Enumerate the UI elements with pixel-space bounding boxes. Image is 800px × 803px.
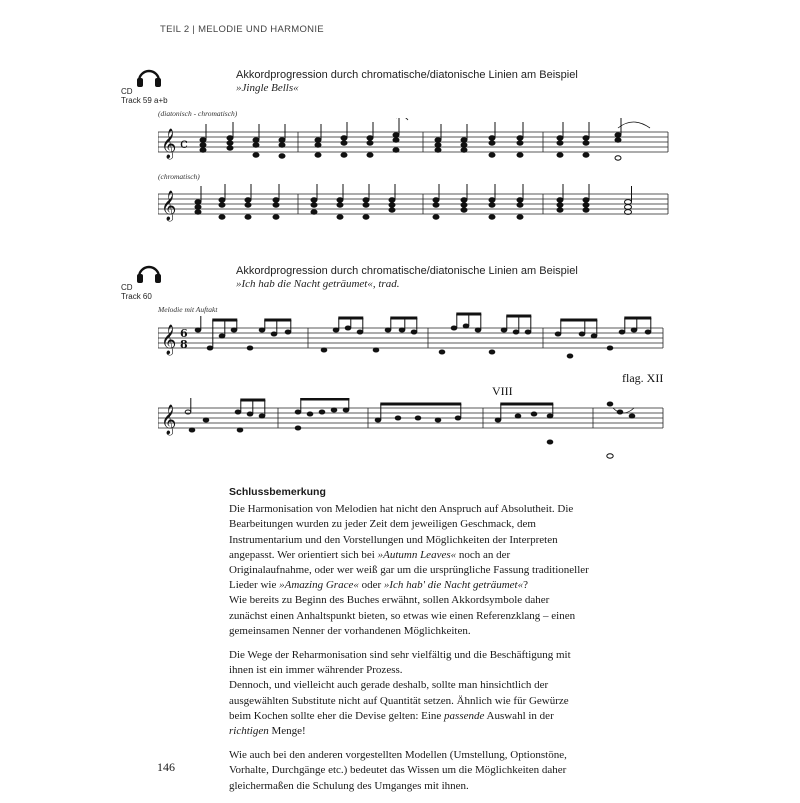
svg-text:𝄞: 𝄞 [161,405,177,435]
cd-label: CD Track 60 [121,283,152,301]
staff-label: (diatonisch - chromatisch) [158,109,238,118]
svg-text:𝄞: 𝄞 [161,129,177,159]
music-staff [158,312,670,366]
page-number: 146 [157,760,175,774]
headphones-icon [136,262,162,284]
position-marking: VIII [492,384,513,398]
example-title: Akkordprogression durch chromatische/diatonische Linien am Beispiel [236,265,578,277]
flageolet-marking: flag. XII [622,371,664,385]
example-subtitle: »Ich hab die Nacht geträumet«, trad. [236,278,400,290]
svg-text:c: c [180,136,188,152]
svg-text:𝄞: 𝄞 [161,191,177,221]
music-staff [158,180,670,232]
closing-remark [229,485,589,803]
headphones-icon [136,66,162,88]
remark-heading: Schlussbemerkung [229,486,326,498]
svg-text:8: 8 [180,338,188,351]
remark-paragraph: Wie auch bei den anderen vorgestellten Modellen (Umstellung, Optionstöne, Vorhalte, Durchgänge etc.) bedeutet das Wissen um die Möglichkeiten daher gleichermaßen die Schulung des Umganges mit ihnen. [229,749,567,792]
svg-text:6: 6 [180,327,188,340]
music-staff [158,118,670,170]
music-staff [158,398,670,462]
running-header: TEIL 2 | MELODIE UND HARMONIE [160,24,324,35]
remark-paragraph: Die Wege der Reharmonisation sind sehr vielfältig und die Beschäftigung mit ihnen ist ein immer währender Prozess. Dennoch, und vielleicht auch gerade deshalb, sollte man hinsichtlich der ausgewählten Substitute nicht auf Quantität setzen. Ähnlich wie für Gewürze beim Kochen sollte eher die Devise gelten: Eine passende Auswahl in der richtigen Menge! [229,649,571,738]
staff-label: (chromatisch) [158,172,200,181]
example-subtitle: »Jingle Bells« [236,82,299,94]
cd-label: CD Track 59 a+b [121,87,168,105]
svg-text:𝄞: 𝄞 [161,325,177,355]
staff-label: Melodie mit Auftakt [158,305,218,314]
remark-paragraph: Die Harmonisation von Melodien hat nicht den Anspruch auf Absolutheit. Die Bearbeitungen wurden zu jeder Zeit dem jeweiligen Geschmack, dem Instrumentarium und den Vorstellungen und Möglichkeiten der Interpreten angepasst. Wer orientiert sich bei »Autumn Leaves« noch an der Originalaufnahme, oder wer weiß gar um die ursprüngliche Fassung traditioneller Lieder wie »Amazing Grace« oder »Ich hab' die Nacht geträumet«? Wie bereits zu Beginn des Buches erwähnt, sollen Akkordsymbole daher zunächst einen Anhaltspunkt bieten, so etwas wie einen Referenzklang – einen gemeinsamen Nenner der vorhandenen Möglichkeiten. [229,503,589,637]
example-title: Akkordprogression durch chromatische/diatonische Linien am Beispiel [236,69,578,81]
